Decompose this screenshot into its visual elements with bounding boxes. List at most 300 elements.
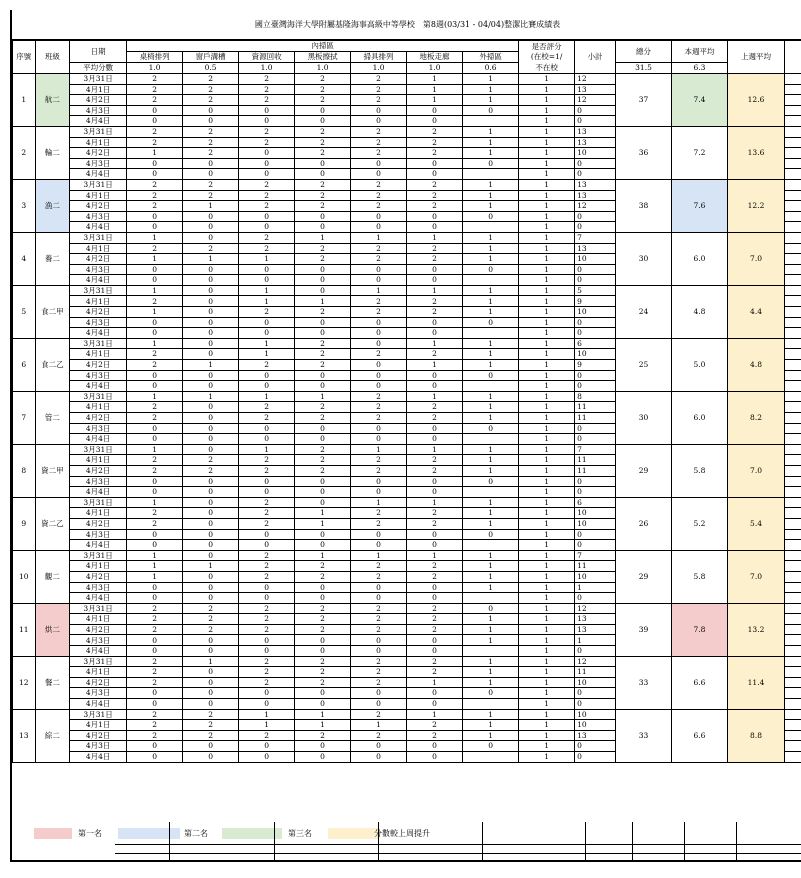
row-total: 37	[616, 74, 672, 127]
edge-cell	[785, 275, 801, 286]
legend-rule	[115, 853, 801, 854]
edge-cell	[785, 360, 801, 371]
row-date: 4月4日	[70, 116, 127, 127]
legend-divider	[632, 822, 633, 862]
cell-desk: 2	[127, 465, 183, 476]
cell-outer: 0	[463, 476, 519, 487]
cell-tools: 1	[351, 285, 407, 296]
cell-subtotal: 10	[575, 720, 616, 731]
row-class-name: 食二甲	[35, 285, 69, 338]
cell-outer: 1	[463, 360, 519, 371]
edge-cell	[785, 646, 801, 657]
cell-desk: 1	[127, 285, 183, 296]
cell-outer: 0	[463, 211, 519, 222]
cell-tools: 0	[351, 222, 407, 233]
cell-desk: 0	[127, 476, 183, 487]
header-col-outer: 外掃區	[463, 52, 519, 63]
cell-subtotal: 0	[575, 317, 616, 328]
cell-tools: 2	[351, 603, 407, 614]
cell-window: 0	[183, 423, 239, 434]
cell-floor: 1	[407, 338, 463, 349]
cell-floor: 2	[407, 148, 463, 159]
weight-tools: 1.0	[351, 63, 407, 74]
edge-cell	[785, 635, 801, 646]
cell-recycle: 0	[239, 593, 295, 604]
cell-desk: 2	[127, 656, 183, 667]
cell-graded: 1	[519, 381, 575, 392]
cell-blackboard: 2	[295, 126, 351, 137]
cell-subtotal: 10	[575, 571, 616, 582]
cell-subtotal: 10	[575, 508, 616, 519]
cell-window: 0	[183, 307, 239, 318]
row-last-week: 7.0	[727, 550, 784, 603]
row-date: 4月4日	[70, 646, 127, 657]
cell-outer: 0	[463, 317, 519, 328]
row-total: 38	[616, 179, 672, 232]
row-date: 3月31日	[70, 338, 127, 349]
cell-recycle: 1	[239, 338, 295, 349]
row-class-name: 觀二	[35, 550, 69, 603]
cell-outer: 1	[463, 635, 519, 646]
row-date: 3月31日	[70, 179, 127, 190]
cell-desk: 0	[127, 582, 183, 593]
edge-cell	[785, 222, 801, 233]
edge-cell	[785, 709, 801, 720]
cell-outer	[463, 699, 519, 710]
header-this-week: 本週平均	[672, 41, 728, 63]
cell-graded: 1	[519, 402, 575, 413]
cell-window: 2	[183, 624, 239, 635]
cell-subtotal: 12	[575, 74, 616, 85]
cell-graded: 1	[519, 518, 575, 529]
row-date: 4月4日	[70, 752, 127, 763]
cell-graded: 1	[519, 391, 575, 402]
cell-floor: 2	[407, 614, 463, 625]
cell-blackboard: 1	[295, 720, 351, 731]
row-this-week: 6.0	[672, 391, 728, 444]
cell-graded: 1	[519, 455, 575, 466]
cell-desk: 2	[127, 360, 183, 371]
cell-desk: 1	[127, 497, 183, 508]
cell-recycle: 0	[239, 222, 295, 233]
header-avg-label: 平均分數	[70, 63, 127, 74]
cell-recycle: 0	[239, 370, 295, 381]
cell-outer: 1	[463, 391, 519, 402]
row-date: 4月3日	[70, 635, 127, 646]
cell-floor: 0	[407, 752, 463, 763]
row-class-name: 漁二	[35, 179, 69, 232]
edge-cell	[785, 370, 801, 381]
cell-window: 1	[183, 391, 239, 402]
cell-subtotal: 11	[575, 402, 616, 413]
header-col-floor: 地板走廊	[407, 52, 463, 63]
table-row	[13, 338, 801, 349]
row-date: 4月3日	[70, 264, 127, 275]
cell-desk: 0	[127, 370, 183, 381]
cell-outer	[463, 540, 519, 551]
cell-subtotal: 7	[575, 550, 616, 561]
cell-window: 1	[183, 360, 239, 371]
cell-window: 0	[183, 529, 239, 540]
cell-blackboard: 1	[295, 232, 351, 243]
cell-blackboard: 1	[295, 550, 351, 561]
cell-blackboard: 0	[295, 158, 351, 169]
cell-desk: 2	[127, 74, 183, 85]
cell-floor: 0	[407, 646, 463, 657]
cell-subtotal: 0	[575, 264, 616, 275]
cell-subtotal: 0	[575, 752, 616, 763]
cell-desk: 2	[127, 614, 183, 625]
cell-blackboard: 0	[295, 381, 351, 392]
this-week-average: 6.3	[672, 63, 728, 74]
cell-outer: 1	[463, 413, 519, 424]
cell-window: 0	[183, 402, 239, 413]
cell-recycle: 2	[239, 667, 295, 678]
cell-tools: 0	[351, 317, 407, 328]
row-date: 3月31日	[70, 550, 127, 561]
cell-graded: 1	[519, 656, 575, 667]
row-date: 4月1日	[70, 455, 127, 466]
cell-subtotal: 0	[575, 381, 616, 392]
cell-graded: 1	[519, 550, 575, 561]
cell-tools: 1	[351, 232, 407, 243]
cell-graded: 1	[519, 232, 575, 243]
cell-graded: 1	[519, 116, 575, 127]
cell-desk: 0	[127, 646, 183, 657]
legend-divider	[274, 822, 275, 862]
cell-tools: 2	[351, 571, 407, 582]
cell-floor: 2	[407, 571, 463, 582]
cell-desk: 0	[127, 264, 183, 275]
row-last-week: 4.4	[727, 285, 784, 338]
cell-tools: 0	[351, 275, 407, 286]
cell-tools: 2	[351, 254, 407, 265]
cell-window: 0	[183, 158, 239, 169]
header-inner-area: 內掃區	[127, 41, 519, 52]
cell-blackboard: 0	[295, 317, 351, 328]
cell-graded: 1	[519, 582, 575, 593]
row-date: 4月3日	[70, 476, 127, 487]
table-row	[13, 179, 801, 190]
cell-window: 2	[183, 137, 239, 148]
header-col-tools: 掃具排列	[351, 52, 407, 63]
cell-subtotal: 7	[575, 444, 616, 455]
cell-floor: 0	[407, 476, 463, 487]
edge-cell	[785, 338, 801, 349]
row-date: 3月31日	[70, 603, 127, 614]
cell-outer: 1	[463, 444, 519, 455]
header-graded-1: 是否評分	[519, 41, 575, 52]
cell-floor: 2	[407, 201, 463, 212]
cell-recycle: 2	[239, 307, 295, 318]
row-date: 4月3日	[70, 211, 127, 222]
cell-subtotal: 11	[575, 413, 616, 424]
cell-window: 2	[183, 84, 239, 95]
row-class-name: 食二乙	[35, 338, 69, 391]
cell-blackboard: 2	[295, 614, 351, 625]
cell-window: 0	[183, 487, 239, 498]
cell-recycle: 2	[239, 137, 295, 148]
edge-cell	[785, 561, 801, 572]
cell-floor: 0	[407, 582, 463, 593]
cell-floor: 2	[407, 465, 463, 476]
edge-cell	[785, 84, 801, 95]
cell-graded: 1	[519, 699, 575, 710]
cell-window: 0	[183, 211, 239, 222]
cell-floor: 0	[407, 593, 463, 604]
cell-tools: 0	[351, 116, 407, 127]
edge-cell	[785, 677, 801, 688]
edge-cell	[785, 169, 801, 180]
cell-window: 0	[183, 232, 239, 243]
cell-desk: 2	[127, 349, 183, 360]
cell-graded: 1	[519, 285, 575, 296]
row-last-week: 8.8	[727, 709, 784, 762]
cell-window: 0	[183, 105, 239, 116]
cell-blackboard: 1	[295, 508, 351, 519]
cell-subtotal: 1	[575, 635, 616, 646]
cell-floor: 2	[407, 656, 463, 667]
cell-desk: 2	[127, 179, 183, 190]
cell-desk: 0	[127, 487, 183, 498]
cell-window: 2	[183, 720, 239, 731]
cell-desk: 2	[127, 624, 183, 635]
cell-graded: 1	[519, 487, 575, 498]
cell-blackboard: 0	[295, 434, 351, 445]
cell-floor: 0	[407, 169, 463, 180]
edge-cell	[785, 391, 801, 402]
cell-outer	[463, 169, 519, 180]
cell-floor: 0	[407, 540, 463, 551]
row-seq: 9	[13, 497, 36, 550]
cell-window: 0	[183, 476, 239, 487]
row-date: 4月3日	[70, 370, 127, 381]
cell-subtotal: 5	[575, 285, 616, 296]
weight-blackboard: 1.0	[295, 63, 351, 74]
cell-outer: 0	[463, 105, 519, 116]
cell-tools: 2	[351, 656, 407, 667]
cell-floor: 1	[407, 550, 463, 561]
edge-cell	[785, 603, 801, 614]
cell-floor: 1	[407, 285, 463, 296]
cell-graded: 1	[519, 752, 575, 763]
cell-tools: 2	[351, 614, 407, 625]
cell-outer	[463, 381, 519, 392]
edge-cell	[785, 126, 801, 137]
cell-desk: 0	[127, 529, 183, 540]
cell-blackboard: 0	[295, 476, 351, 487]
cell-subtotal: 0	[575, 211, 616, 222]
cell-floor: 1	[407, 95, 463, 106]
cell-tools: 2	[351, 126, 407, 137]
row-date: 3月31日	[70, 444, 127, 455]
cell-outer	[463, 328, 519, 339]
edge-cell	[785, 116, 801, 127]
cell-blackboard: 0	[295, 752, 351, 763]
row-seq: 10	[13, 550, 36, 603]
cell-recycle: 2	[239, 179, 295, 190]
cell-floor: 0	[407, 317, 463, 328]
table-row	[13, 391, 801, 402]
row-seq: 2	[13, 126, 36, 179]
row-date: 4月4日	[70, 169, 127, 180]
cell-recycle: 0	[239, 105, 295, 116]
cell-outer: 1	[463, 518, 519, 529]
edge-cell	[785, 158, 801, 169]
row-date: 4月2日	[70, 465, 127, 476]
cell-window: 2	[183, 709, 239, 720]
cell-tools: 0	[351, 423, 407, 434]
cell-window: 1	[183, 254, 239, 265]
cell-graded: 1	[519, 349, 575, 360]
edge-cell	[785, 285, 801, 296]
row-this-week: 5.0	[672, 338, 728, 391]
cell-graded: 1	[519, 529, 575, 540]
cell-tools: 0	[351, 105, 407, 116]
cell-outer: 1	[463, 614, 519, 625]
cell-floor: 0	[407, 275, 463, 286]
row-total: 33	[616, 656, 672, 709]
cell-subtotal: 11	[575, 561, 616, 572]
cell-floor: 2	[407, 413, 463, 424]
row-date: 4月1日	[70, 243, 127, 254]
cell-subtotal: 10	[575, 148, 616, 159]
cell-floor: 1	[407, 497, 463, 508]
cell-recycle: 0	[239, 635, 295, 646]
cell-graded: 1	[519, 158, 575, 169]
cell-outer: 1	[463, 508, 519, 519]
row-date: 3月31日	[70, 497, 127, 508]
row-this-week: 7.2	[672, 126, 728, 179]
cell-recycle: 2	[239, 497, 295, 508]
cell-tools: 0	[351, 593, 407, 604]
edge-cell	[785, 381, 801, 392]
row-date: 4月1日	[70, 190, 127, 201]
cell-outer: 1	[463, 137, 519, 148]
cell-floor: 2	[407, 455, 463, 466]
cell-graded: 1	[519, 444, 575, 455]
cell-recycle: 2	[239, 465, 295, 476]
cell-window: 0	[183, 593, 239, 604]
cell-tools: 0	[351, 688, 407, 699]
cell-window: 0	[183, 222, 239, 233]
cell-blackboard: 0	[295, 275, 351, 286]
edge-cell	[785, 730, 801, 741]
cell-tools: 0	[351, 381, 407, 392]
legend-divider	[585, 822, 586, 862]
cell-window: 0	[183, 677, 239, 688]
cell-outer: 1	[463, 624, 519, 635]
cell-window: 2	[183, 95, 239, 106]
cell-desk: 0	[127, 222, 183, 233]
cell-tools: 2	[351, 730, 407, 741]
cell-tools: 2	[351, 465, 407, 476]
cell-blackboard: 2	[295, 624, 351, 635]
row-date: 4月4日	[70, 699, 127, 710]
cell-recycle: 1	[239, 709, 295, 720]
row-date: 4月1日	[70, 349, 127, 360]
cell-subtotal: 0	[575, 328, 616, 339]
cell-subtotal: 7	[575, 232, 616, 243]
cell-recycle: 1	[239, 254, 295, 265]
cell-recycle: 2	[239, 95, 295, 106]
cell-floor: 0	[407, 158, 463, 169]
cell-window: 0	[183, 571, 239, 582]
cell-floor: 1	[407, 444, 463, 455]
row-date: 4月2日	[70, 201, 127, 212]
cell-graded: 1	[519, 243, 575, 254]
sheet-title: 國立臺灣海洋大學附屬基隆海事高級中等學校 第8週(03/31 - 04/04)整潔比賽成績表	[12, 10, 801, 40]
cell-recycle: 2	[239, 360, 295, 371]
edge-cell	[785, 434, 801, 445]
cell-subtotal: 9	[575, 296, 616, 307]
header-class: 班級	[35, 41, 69, 74]
cell-floor: 2	[407, 307, 463, 318]
cell-recycle: 2	[239, 232, 295, 243]
edge-cell	[785, 571, 801, 582]
cell-outer: 0	[463, 264, 519, 275]
row-date: 4月2日	[70, 148, 127, 159]
cell-subtotal: 0	[575, 688, 616, 699]
cell-tools: 0	[351, 487, 407, 498]
row-seq: 4	[13, 232, 36, 285]
row-date: 4月2日	[70, 571, 127, 582]
edge-cell	[785, 328, 801, 339]
cell-blackboard: 2	[295, 455, 351, 466]
legend-label-second: 第二名	[184, 829, 208, 838]
row-date: 4月3日	[70, 582, 127, 593]
row-last-week: 8.2	[727, 391, 784, 444]
cell-outer: 1	[463, 84, 519, 95]
cell-tools: 1	[351, 720, 407, 731]
cell-desk: 2	[127, 201, 183, 212]
cell-desk: 2	[127, 296, 183, 307]
cell-floor: 0	[407, 635, 463, 646]
cell-window: 2	[183, 74, 239, 85]
row-this-week: 5.2	[672, 497, 728, 550]
legend	[12, 822, 801, 862]
cell-subtotal: 13	[575, 243, 616, 254]
cell-tools: 0	[351, 582, 407, 593]
row-date: 4月4日	[70, 381, 127, 392]
edge-cell	[785, 232, 801, 243]
cell-recycle: 0	[239, 275, 295, 286]
cell-graded: 1	[519, 338, 575, 349]
cell-floor: 2	[407, 561, 463, 572]
row-class-name: 航二	[35, 74, 69, 127]
cell-graded: 1	[519, 211, 575, 222]
cell-blackboard: 2	[295, 667, 351, 678]
row-date: 4月3日	[70, 741, 127, 752]
cell-recycle: 0	[239, 423, 295, 434]
cell-window: 0	[183, 635, 239, 646]
cell-recycle: 1	[239, 720, 295, 731]
cell-blackboard: 2	[295, 656, 351, 667]
cell-graded: 1	[519, 137, 575, 148]
row-date: 4月1日	[70, 84, 127, 95]
cell-desk: 2	[127, 95, 183, 106]
cell-recycle: 0	[239, 752, 295, 763]
cell-blackboard: 2	[295, 254, 351, 265]
edge-cell	[785, 529, 801, 540]
cell-blackboard: 0	[295, 116, 351, 127]
header-col-recycle: 資源回收	[239, 52, 295, 63]
cell-recycle: 2	[239, 74, 295, 85]
cell-outer: 1	[463, 720, 519, 731]
cell-subtotal: 10	[575, 254, 616, 265]
cell-graded: 1	[519, 275, 575, 286]
row-total: 33	[616, 709, 672, 762]
